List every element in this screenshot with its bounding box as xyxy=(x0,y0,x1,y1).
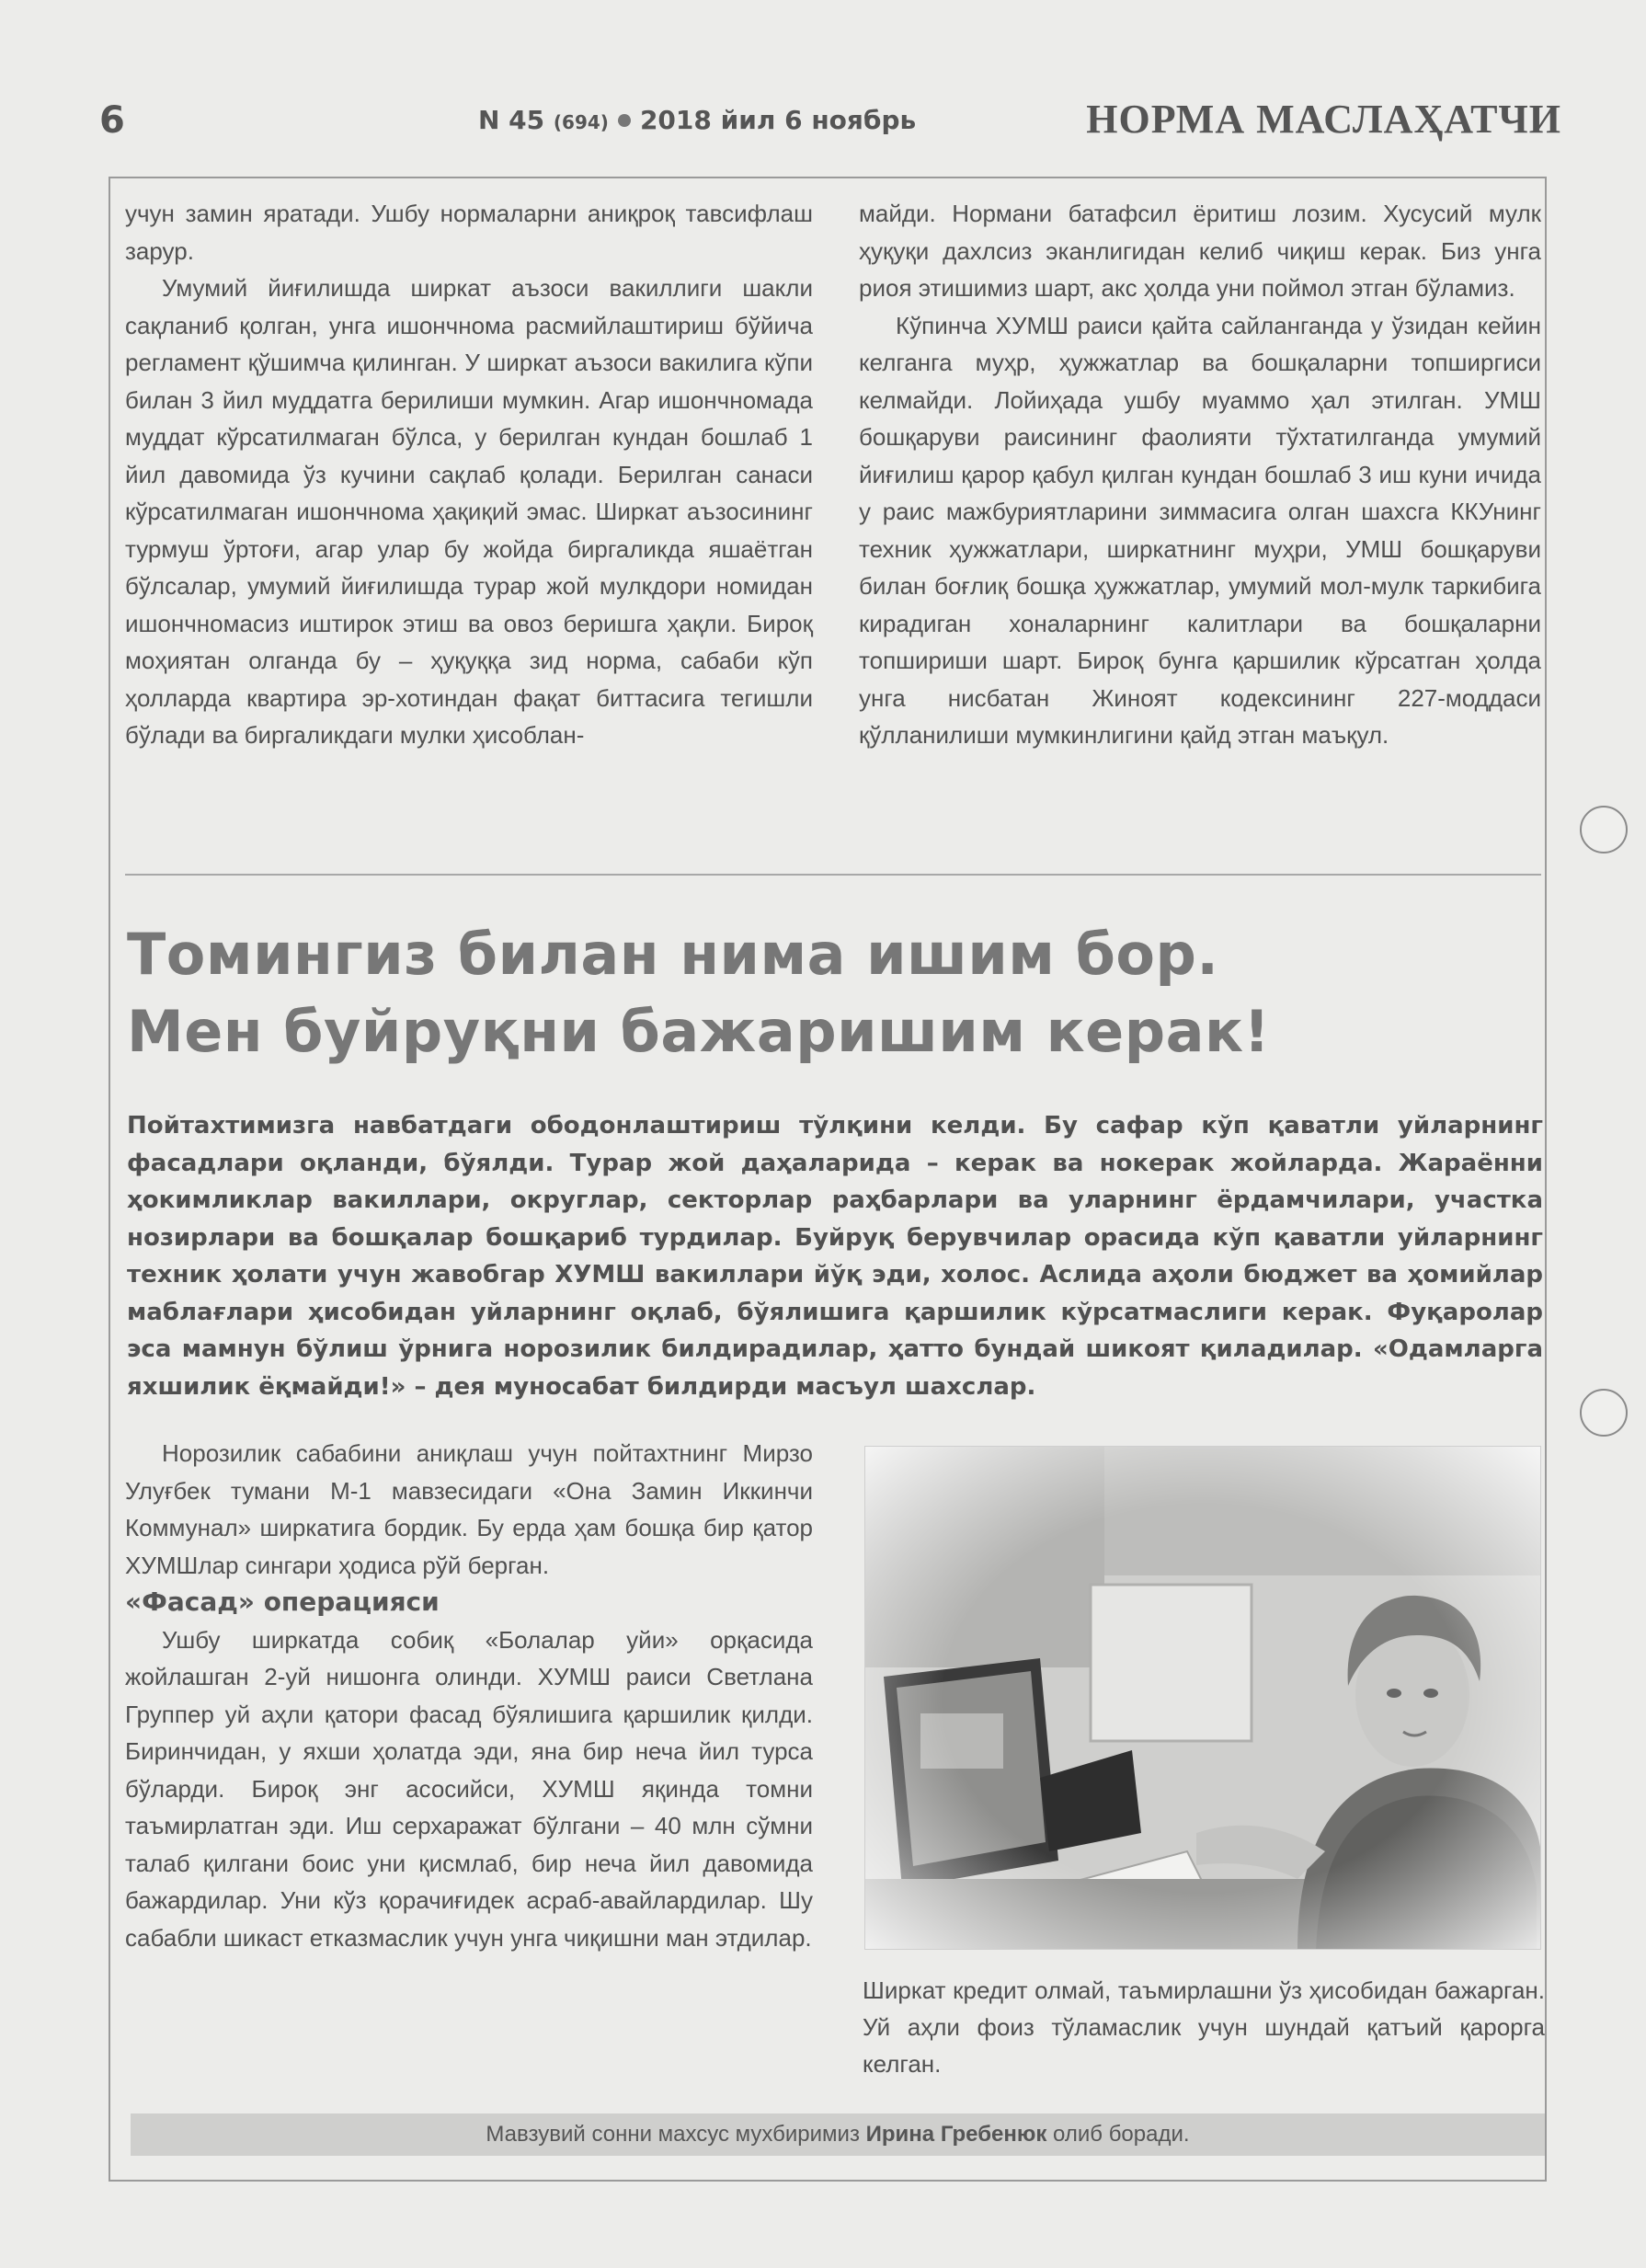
bullet-icon xyxy=(618,114,631,127)
article-photo xyxy=(864,1446,1541,1950)
office-photo-illustration xyxy=(865,1447,1541,1950)
issue-date: 2018 йил 6 ноябрь xyxy=(639,105,917,135)
article-headline xyxy=(127,916,1543,1071)
top-right-column xyxy=(859,195,1541,754)
footer-prefix: Мавзувий сонни махсус мухбиримиз xyxy=(486,2122,866,2147)
headline-line-1: Томингиз билан нима ишим бор. xyxy=(127,921,1219,988)
footer-suffix: олиб боради. xyxy=(1046,2122,1190,2147)
masthead: НОРМА МАСЛАҲАТЧИ xyxy=(1086,97,1561,142)
article-lead: Пойтахтимизга навбатдаги ободонлаштириш тўлқини келди. Бу сафар кўп қаватли уйларнинг фасадлари оқланди, бўялди. Турар жой даҳаларида – керак ва нокерак жойларда. Жараённи ҳокимликлар вакиллари, округлар, секторлар раҳбарлари ва уларнинг ёрдамчилари, участка нозирлари ва бошқалар бошқариб турдилар. Буйруқ берувчилар орасида кўп қаватли уйларнинг техник ҳолати учун жавобгар ХУМШ вакиллари йўқ эди, холос. Аслида аҳоли бюджет ва ҳомийлар маблағлари ҳисобидан уйларнинг оқлаб, бўялишига қаршилик кўрсатмаслиги керак. Фуқаролар эса мамнун бўлиш ўрнига норозилик билдирадилар, ҳатто бундай шикоят қиладилар. «Одамларга яхшилик ёқмайди!» – дея муносабат билдирди масъул шахслар. xyxy=(127,1112,1543,1401)
binder-hole-icon xyxy=(1580,806,1628,853)
article-body-column xyxy=(125,1435,813,1956)
intro-paragraph: Норозилик сабабини аниқлаш учун пойтахтнинг Мирзо Улуғбек тумани М-1 мавзесидаги «Она Замин Иккинчи Коммунал» ширкатига бордик. Бу ерда ҳам бошқа бир қатор ХУМШлар сингари ҳодиса рўй берган. xyxy=(125,1439,813,1579)
footer-band xyxy=(131,2113,1545,2156)
body-paragraph: Ушбу ширкатда собиқ «Болалар уйи» орқасида жойлашган 2-уй нишонга олинди. ХУМШ раиси Светлана Группер уй аҳли қатори фасад бўялишига қаршилик қилди. Биринчидан, у яхши ҳолатда эди, яна бир неча йил турса бўларди. Бироқ энг асосийси, ХУМШ яқинда томни таъмирлатган эди. Иш серхаражат бўлгани – 40 млн сўмни талаб қилгани боис уни қисмлаб, бир неча йил давомида бажардилар. Уни кўз қорачиғидек асраб-авайлардилар. Шу сабабли шикаст етказмаслик учун унга чиқишни ман этдилар. xyxy=(125,1625,813,1952)
paragraph: учун замин яратади. Ушбу нормаларни аниқроқ тавсифлаш зарур. xyxy=(125,200,813,265)
page-number: 6 xyxy=(99,99,125,142)
headline-line-2: Мен буйруқни бажаришим керак! xyxy=(127,998,1271,1065)
page-header xyxy=(92,92,1563,147)
top-left-column xyxy=(125,195,813,754)
photo-caption: Ширкат кредит олмай, таъмирлашни ўз ҳисобидан бажарган. Уй аҳли фоиз тўламаслик учун шундай қатъий қарорга келган. xyxy=(863,1976,1545,2078)
footer-author: Ирина Гребенюк xyxy=(865,2122,1047,2147)
issue-number: N 45 xyxy=(478,105,545,135)
paragraph: майди. Нормани батафсил ёритиш лозим. Хусусий мулк ҳуқуқи дахлсиз эканлигидан келиб чиқиш керак. Биз унга риоя этишимиз шарт, акс ҳолда уни поймол этган бўламиз. xyxy=(859,200,1541,302)
binder-hole-icon xyxy=(1580,1389,1628,1437)
paragraph: Кўпинча ХУМШ раиси қайта сайланганда у ўзидан кейин келганга муҳр, ҳужжатлар ва бошқаларни топширгиси келмайди. Лойиҳада ушбу муаммо ҳал этилган. УМШ бошқаруви раисининг фаолияти тўхтатилганда умумий йиғилиш қарор қабул қилган кундан бошлаб 3 иш куни ичида у раис мажбуриятларини зиммасига олган шахсга ККУнинг техник ҳужжатлари, ширкатнинг муҳри, УМШ бошқаруви билан боғлиқ бошқа ҳужжатлар, умумий мол-мулк таркибига кирадиган хоналарнинг калитлари ва бошқаларни топшириши шарт. Бироқ бунга қаршилик кўрсатган ҳолда унга нисбатан Жиноят кодексининг 227-моддаси қўлланилиши мумкинлигини қайд этган маъқул. xyxy=(859,311,1541,749)
issue-info xyxy=(478,105,916,135)
section-divider xyxy=(125,874,1541,876)
paragraph: Умумий йиғилишда ширкат аъзоси вакиллиги шакли сақланиб қолган, унга ишончнома расмийлаштириш бўйича регламент қўшимча қилинган. У ширкат аъзоси вакилига кўпи билан 3 йил муддатга берилиши мумкин. Агар ишончномада муддат кўрсатилмаган бўлса, у берилган кундан бошлаб 1 йил давомида ўз кучини сақлаб қолади. Берилган санаси кўрсатилмаган ишончнома ҳақиқий эмас. Ширкат аъзосининг турмуш ўртоғи, агар улар бу жойда биргаликда яшаётган бўлсалар, умумий йиғилишда турар жой мулкдори номидан ишончномасиз иштирок этиш ва овоз беришга ҳақли. Бироқ моҳиятан олганда бу – ҳуқуққа зид норма, сабаби кўп ҳолларда квартира эр-хотиндан фақат биттасига тегишли бўлади ва биргаликдаги мулки ҳисоблан- xyxy=(125,274,813,749)
issue-serial: (694) xyxy=(553,111,609,133)
article-subheading: «Фасад» операцияси xyxy=(125,1586,440,1617)
